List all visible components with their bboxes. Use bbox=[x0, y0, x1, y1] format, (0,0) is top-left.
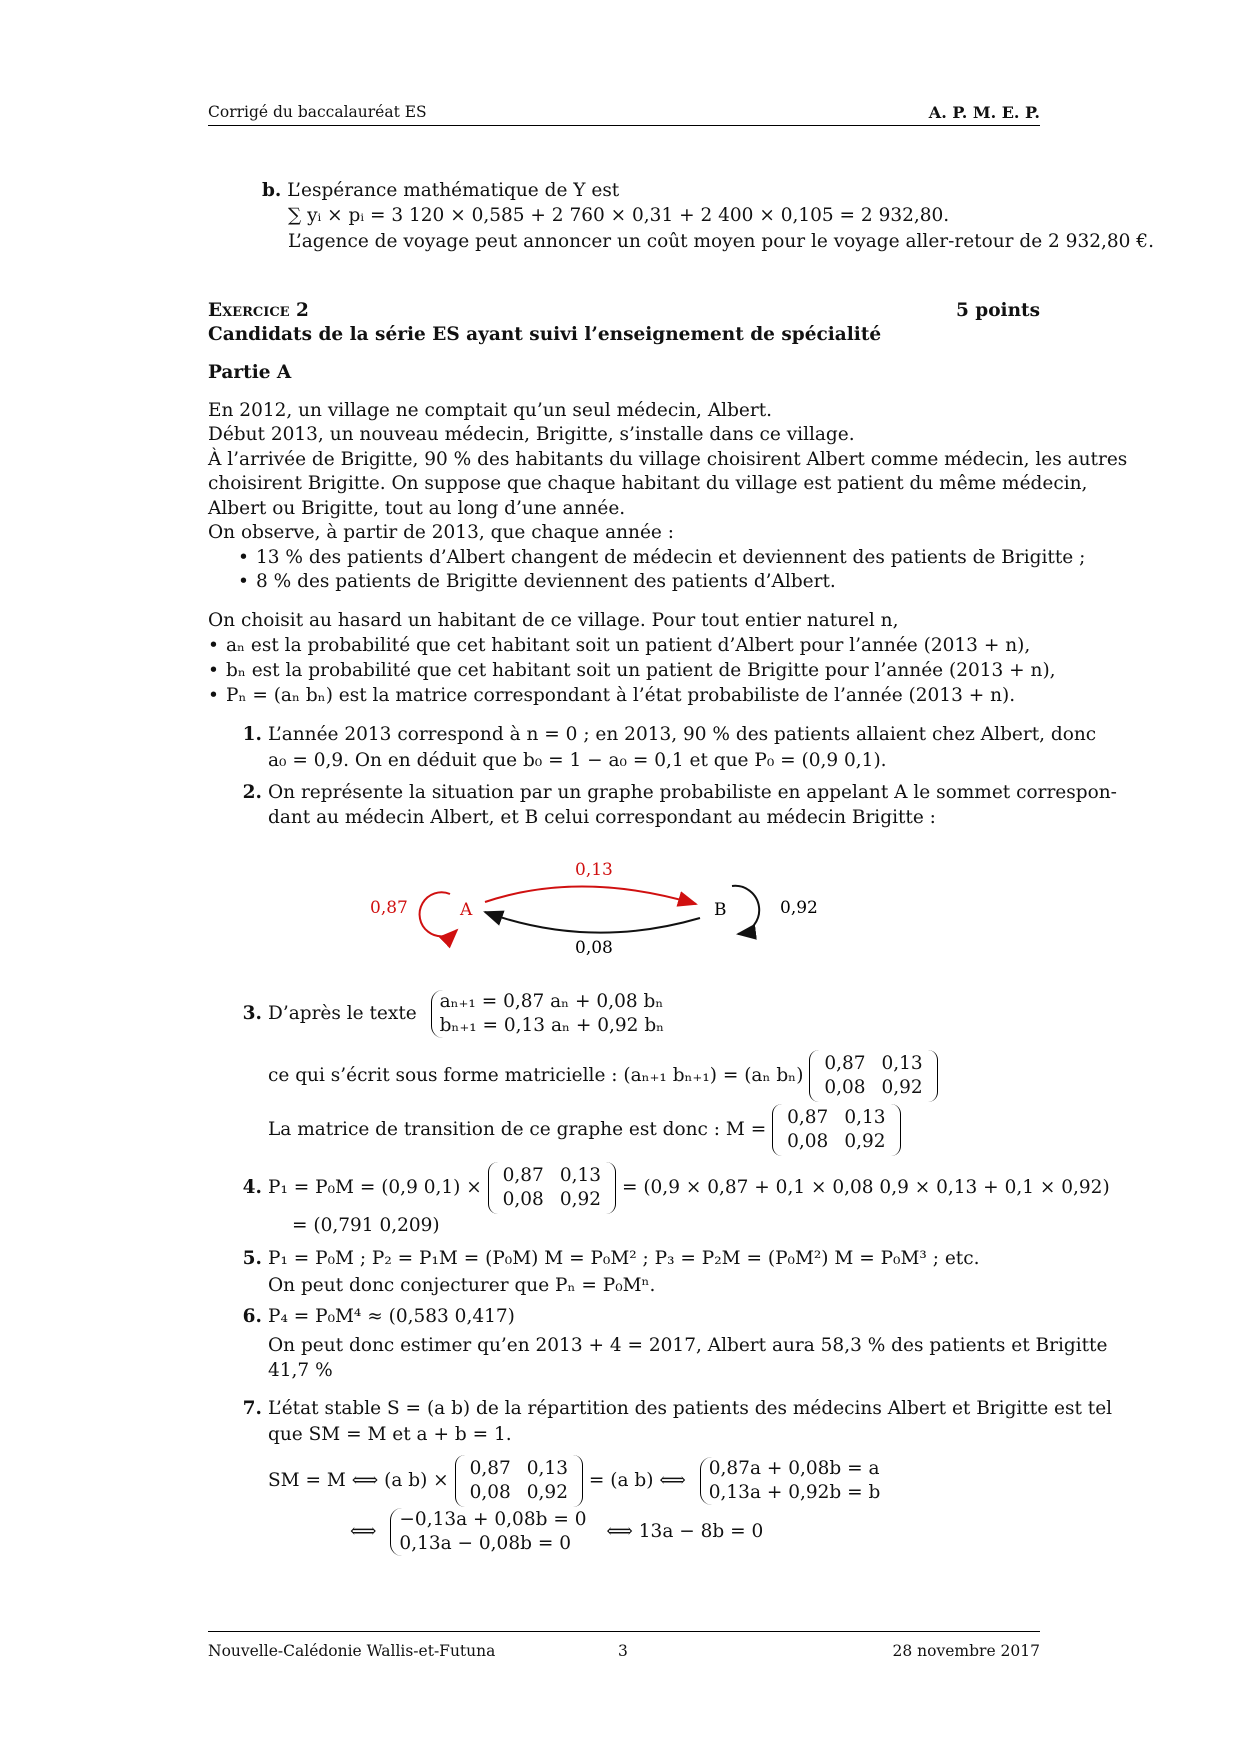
q5-line2: On peut donc conjecturer que Pₙ = P₀Mⁿ. bbox=[268, 1275, 656, 1296]
q6-line2: On peut donc estimer qu’en 2013 + 4 = 2017, Albert aura 58,3 % des patients et Brigitte bbox=[268, 1335, 1108, 1356]
q1-line2: a₀ = 0,9. On en déduit que b₀ = 1 − a₀ = 0,1 et que P₀ = (0,9 0,1). bbox=[268, 750, 887, 771]
q6-line1: 6. P₄ = P₀M⁴ ≈ (0,583 0,417) bbox=[242, 1306, 515, 1327]
loop-label-b: 0,92 bbox=[780, 898, 818, 918]
q7-equation2: ⟺ −0,13a + 0,08b = 0 0,13a − 0,08b = 0 ⟺ 13a − 8b = 0 bbox=[350, 1509, 764, 1554]
part-b-line1 bbox=[262, 180, 619, 201]
part-b-line2: ∑ yᵢ × pᵢ = 3 120 × 0,585 + 2 760 × 0,31 + 2 400 × 0,105 = 2 932,80. bbox=[288, 205, 950, 226]
node-b: B bbox=[714, 900, 727, 920]
matrix-m: 0,87 0,13 0,08 0,92 bbox=[809, 1050, 937, 1102]
footer-right: 28 novembre 2017 bbox=[892, 1642, 1040, 1660]
q3-transition-line: La matrice de transition de ce graphe est donc : M = 0,87 0,13 0,08 0,92 bbox=[268, 1104, 901, 1156]
page-header bbox=[208, 103, 1040, 126]
def-item: • bₙ est la probabilité que cet habitant soit un patient de Brigitte pour l’année (2013 + n), bbox=[208, 660, 1056, 681]
page-number: 3 bbox=[618, 1642, 628, 1660]
loop-b-arrow bbox=[732, 886, 759, 934]
intro-line-6: On observe, à partir de 2013, que chaque année : bbox=[208, 522, 674, 543]
probabilistic-graph bbox=[360, 850, 820, 970]
q5-line1: 5. P₁ = P₀M ; P₂ = P₁M = (P₀M) M = P₀M² ; P₃ = P₂M = (P₀M²) M = P₀M³ ; etc. bbox=[242, 1248, 980, 1269]
q3-eq1: aₙ₊₁ = 0,87 aₙ + 0,08 bₙ bbox=[439, 991, 664, 1012]
intro-line-1: En 2012, un village ne comptait qu’un seul médecin, Albert. bbox=[208, 400, 773, 421]
loop-a-arrow bbox=[420, 892, 457, 936]
q1-line1: 1. L’année 2013 correspond à n = 0 ; en 2013, 90 % des patients allaient chez Albert, donc bbox=[242, 724, 1097, 745]
q2-line2: dant au médecin Albert, et B celui correspondant au médecin Brigitte : bbox=[268, 807, 936, 828]
exercise-points: 5 points bbox=[955, 300, 1040, 321]
q7-equation: SM = M ⟺ (a b) × 0,87 0,13 0,08 0,92 = (a b) ⟺ 0,87a + 0,08b = a 0,13a + 0,92b = b bbox=[268, 1455, 880, 1507]
part-a-title: Partie A bbox=[208, 362, 292, 383]
matrix-m: 0,87 0,13 0,08 0,92 bbox=[455, 1455, 583, 1507]
node-a: A bbox=[460, 900, 473, 920]
matrix-m: 0,87 0,13 0,08 0,92 bbox=[488, 1162, 616, 1214]
q2-line1: 2. On représente la situation par un graphe probabiliste en appelant A le sommet correspon- bbox=[242, 782, 1117, 803]
q3-system: 3. D’après le texte aₙ₊₁ = 0,87 aₙ + 0,08 bₙ bₙ₊₁ = 0,13 aₙ + 0,92 bₙ bbox=[242, 991, 665, 1036]
loop-label-a: 0,87 bbox=[370, 898, 408, 918]
header-right: A. P. M. E. P. bbox=[928, 103, 1040, 122]
bullet-item: • 13 % des patients d’Albert changent de médecin et deviennent des patients de Brigitte ; bbox=[238, 547, 1086, 568]
edge-label-a-to-b: 0,13 bbox=[575, 860, 613, 880]
part-b-label: b. bbox=[262, 180, 282, 201]
def-item: • Pₙ = (aₙ bₙ) est la matrice correspondant à l’état probabiliste de l’année (2013 + n). bbox=[208, 685, 1016, 706]
exercise-subtitle: Candidats de la série ES ayant suivi l’enseignement de spécialité bbox=[208, 324, 882, 345]
intro-line-2: Début 2013, un nouveau médecin, Brigitte, s’installe dans ce village. bbox=[208, 424, 855, 445]
part-b-text1: L’espérance mathématique de Y est bbox=[287, 180, 620, 201]
q6-line3: 41,7 % bbox=[268, 1360, 333, 1381]
defs-intro: On choisit au hasard un habitant de ce village. Pour tout entier naturel n, bbox=[208, 610, 899, 631]
part-b-line3: L’agence de voyage peut annoncer un coût moyen pour le voyage aller-retour de 2 932,80 €. bbox=[288, 231, 1154, 252]
intro-line-3: À l’arrivée de Brigitte, 90 % des habitants du village choisirent Albert comme médecin, les autres bbox=[208, 449, 1128, 470]
q7-line2: que SM = M et a + b = 1. bbox=[268, 1424, 512, 1445]
intro-line-5: Albert ou Brigitte, tout au long d’une année. bbox=[208, 498, 626, 519]
matrix-m: 0,87 0,13 0,08 0,92 bbox=[772, 1104, 900, 1156]
def-item: • aₙ est la probabilité que cet habitant soit un patient d’Albert pour l’année (2013 + n), bbox=[208, 635, 1031, 656]
edge-b-to-a bbox=[485, 912, 700, 933]
exercise-title: Exercice 2 bbox=[208, 300, 309, 321]
q3-eq2: bₙ₊₁ = 0,13 aₙ + 0,92 bₙ bbox=[439, 1015, 665, 1036]
edge-a-to-b bbox=[485, 886, 696, 904]
header-left: Corrigé du baccalauréat ES bbox=[208, 103, 427, 121]
q7-line1: 7. L’état stable S = (a b) de la répartition des patients des médecins Albert et Brigitte est tel bbox=[242, 1398, 1113, 1419]
q4-line2: = (0,791 0,209) bbox=[292, 1215, 440, 1236]
q4-line1: 4. P₁ = P₀M = (0,9 0,1) × 0,87 0,13 0,08 0,92 = (0,9 × 0,87 + 0,1 × 0,08 0,9 × 0,13 + 0,1 × 0,92) bbox=[236, 1162, 1110, 1214]
q3-matrix-line: ce qui s’écrit sous forme matricielle : (aₙ₊₁ bₙ₊₁) = (aₙ bₙ) 0,87 0,13 0,08 0,92 bbox=[268, 1050, 938, 1102]
page-footer bbox=[208, 1631, 1040, 1658]
intro-line-4: choisirent Brigitte. On suppose que chaque habitant du village est patient du même médecin, bbox=[208, 473, 1088, 494]
footer-left: Nouvelle-Calédonie Wallis-et-Futuna bbox=[208, 1642, 496, 1660]
edge-label-b-to-a: 0,08 bbox=[575, 938, 613, 958]
bullet-item: • 8 % des patients de Brigitte deviennent des patients d’Albert. bbox=[238, 571, 836, 592]
